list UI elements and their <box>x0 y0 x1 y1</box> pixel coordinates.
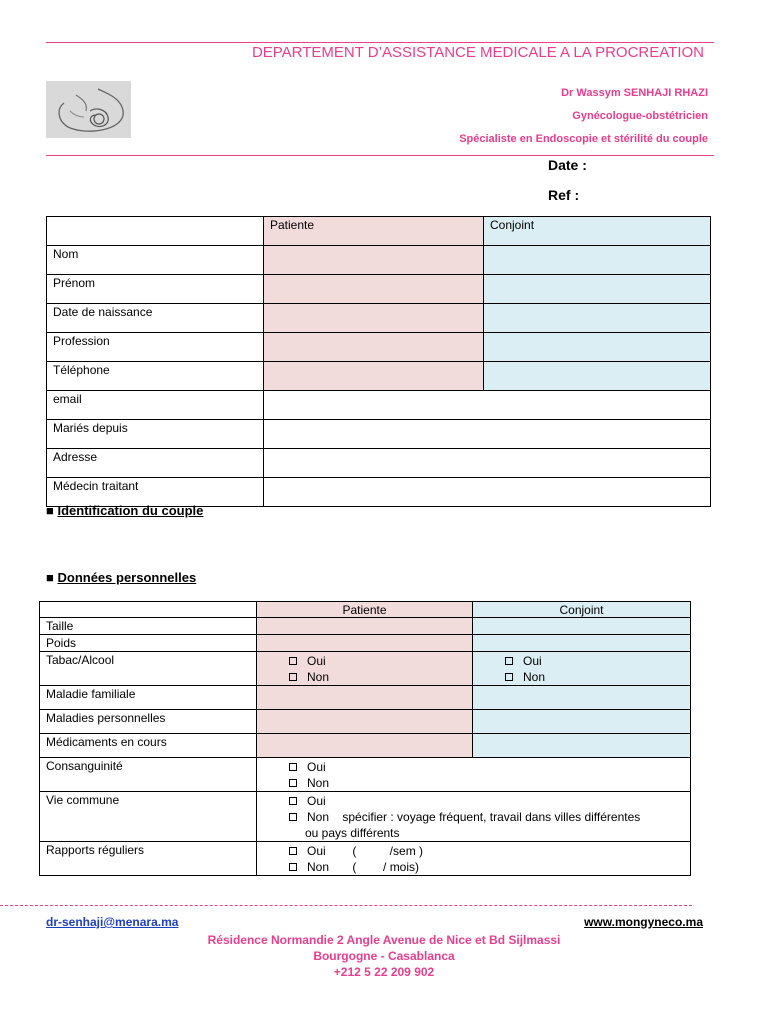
option-label: Oui ( /sem ) <box>307 844 424 858</box>
consanguinite-oui-option[interactable] <box>263 759 684 775</box>
conjoint-tabac-options <box>473 652 691 686</box>
table-row <box>47 391 711 420</box>
section-donnees <box>46 570 196 585</box>
table-row <box>40 602 691 618</box>
rapports-options <box>257 842 691 876</box>
email-field[interactable] <box>264 391 711 420</box>
square-bullet-icon: ■ <box>46 570 54 585</box>
date-label: Date : <box>548 157 587 173</box>
option-label: Non ( / mois) <box>307 860 420 874</box>
row-label-taille: Taille <box>40 618 257 635</box>
patient-maladie-familiale-field[interactable] <box>257 686 473 710</box>
patient-tabac-oui-option[interactable] <box>263 653 466 669</box>
table-row <box>47 449 711 478</box>
column-header-conjoint: Conjoint <box>473 602 691 618</box>
mother-child-logo-icon <box>46 81 131 138</box>
table-row <box>40 758 691 792</box>
identification-table <box>46 216 711 507</box>
option-label: Non <box>523 670 546 684</box>
patient-nom-field[interactable] <box>264 246 484 275</box>
conjoint-nom-field[interactable] <box>484 246 711 275</box>
header-top-rule <box>46 42 714 43</box>
checkbox-icon[interactable] <box>289 863 297 871</box>
section-identification-title: Identification du couple <box>57 503 204 518</box>
table-row <box>47 275 711 304</box>
table-row <box>40 652 691 686</box>
checkbox-icon[interactable] <box>505 673 513 681</box>
conjoint-prenom-field[interactable] <box>484 275 711 304</box>
patient-telephone-field[interactable] <box>264 362 484 391</box>
table-row <box>40 734 691 758</box>
section-identification <box>46 503 203 518</box>
row-label-vie-commune: Vie commune <box>40 792 257 842</box>
table-row <box>47 304 711 333</box>
table-row <box>47 420 711 449</box>
footer-address-line1: Résidence Normandie 2 Angle Avenue de Nice et Bd Sijlmassi <box>207 933 561 947</box>
option-label: Non <box>307 776 330 790</box>
option-label: Oui <box>523 654 542 668</box>
row-label-maladie-familiale: Maladie familiale <box>40 686 257 710</box>
conjoint-taille-field[interactable] <box>473 618 691 635</box>
option-label: Oui <box>307 794 326 808</box>
header-bottom-rule <box>46 155 714 156</box>
patient-tabac-non-option[interactable] <box>263 669 466 685</box>
row-label-maladies-personnelles: Maladies personnelles <box>40 710 257 734</box>
table-cell <box>40 602 257 618</box>
checkbox-icon[interactable] <box>289 673 297 681</box>
patient-medicaments-field[interactable] <box>257 734 473 758</box>
column-header-conjoint: Conjoint <box>484 217 711 246</box>
department-title: DEPARTEMENT D’ASSISTANCE MEDICALE A LA PROCREATION <box>251 44 704 61</box>
patient-maladies-personnelles-field[interactable] <box>257 710 473 734</box>
section-donnees-title: Données personnelles <box>57 570 197 585</box>
option-label: Non spécifier : voyage fréquent, travail dans villes différentes <box>307 810 641 824</box>
column-header-patient: Patiente <box>257 602 473 618</box>
conjoint-profession-field[interactable] <box>484 333 711 362</box>
row-label-adresse: Adresse <box>47 449 264 478</box>
footer-website-link[interactable]: www.mongyneco.ma <box>584 915 703 929</box>
row-label-medecin-traitant: Médecin traitant <box>47 478 264 507</box>
footer-divider <box>0 905 692 906</box>
adresse-field[interactable] <box>264 449 711 478</box>
table-row <box>40 710 691 734</box>
rapports-non-option[interactable] <box>263 859 684 875</box>
row-label-poids: Poids <box>40 635 257 652</box>
conjoint-telephone-field[interactable] <box>484 362 711 391</box>
conjoint-maladies-personnelles-field[interactable] <box>473 710 691 734</box>
row-label-tabac-alcool: Tabac/Alcool <box>40 652 257 686</box>
option-label: Non <box>307 670 330 684</box>
table-row <box>40 792 691 842</box>
conjoint-tabac-non-option[interactable] <box>479 669 684 685</box>
table-row <box>40 686 691 710</box>
row-label-telephone: Téléphone <box>47 362 264 391</box>
row-label-rapports-reguliers: Rapports réguliers <box>40 842 257 876</box>
checkbox-icon[interactable] <box>289 797 297 805</box>
row-label-prenom: Prénom <box>47 275 264 304</box>
patient-tabac-options <box>257 652 473 686</box>
patient-prenom-field[interactable] <box>264 275 484 304</box>
ref-label: Ref : <box>548 187 580 203</box>
doctor-name: Dr Wassym SENHAJI RHAZI <box>561 87 708 99</box>
footer-phone: +212 5 22 209 902 <box>333 965 435 979</box>
row-label-email: email <box>47 391 264 420</box>
row-label-maries-depuis: Mariés depuis <box>47 420 264 449</box>
square-bullet-icon: ■ <box>46 503 54 518</box>
checkbox-icon[interactable] <box>289 763 297 771</box>
row-label-consanguinite: Consanguinité <box>40 758 257 792</box>
table-row <box>47 246 711 275</box>
table-row <box>47 362 711 391</box>
patient-poids-field[interactable] <box>257 635 473 652</box>
checkbox-icon[interactable] <box>505 657 513 665</box>
conjoint-tabac-oui-option[interactable] <box>479 653 684 669</box>
medecin-traitant-field[interactable] <box>264 478 711 507</box>
footer-address-line2: Bourgogne - Casablanca <box>313 949 455 963</box>
checkbox-icon[interactable] <box>289 813 297 821</box>
row-label-profession: Profession <box>47 333 264 362</box>
vie-commune-options <box>257 792 691 842</box>
table-row <box>47 217 711 246</box>
table-row <box>47 333 711 362</box>
option-label: Oui <box>307 760 326 774</box>
patient-profession-field[interactable] <box>264 333 484 362</box>
table-cell <box>47 217 264 246</box>
patient-taille-field[interactable] <box>257 618 473 635</box>
doctor-specialty: Gynécologue-obstétricien <box>572 110 708 122</box>
row-label-medicaments: Médicaments en cours <box>40 734 257 758</box>
conjoint-date-naissance-field[interactable] <box>484 304 711 333</box>
table-row <box>40 842 691 876</box>
option-label: Oui <box>307 654 326 668</box>
vie-commune-oui-option[interactable] <box>263 793 684 809</box>
maries-depuis-field[interactable] <box>264 420 711 449</box>
clinic-logo <box>46 81 131 138</box>
consanguinite-non-option[interactable] <box>263 775 684 791</box>
donnees-table <box>39 601 691 876</box>
doctor-subspecialty: Spécialiste en Endoscopie et stérilité du couple <box>459 133 708 145</box>
checkbox-icon[interactable] <box>289 779 297 787</box>
footer-email-link[interactable]: dr-senhaji@menara.ma <box>46 915 179 929</box>
row-label-nom: Nom <box>47 246 264 275</box>
row-label-date-naissance: Date de naissance <box>47 304 264 333</box>
rapports-oui-option[interactable] <box>263 843 684 859</box>
checkbox-icon[interactable] <box>289 657 297 665</box>
consanguinite-options <box>257 758 691 792</box>
patient-date-naissance-field[interactable] <box>264 304 484 333</box>
table-row <box>40 635 691 652</box>
checkbox-icon[interactable] <box>289 847 297 855</box>
conjoint-medicaments-field[interactable] <box>473 734 691 758</box>
vie-commune-non-option[interactable] <box>263 809 684 825</box>
conjoint-maladie-familiale-field[interactable] <box>473 686 691 710</box>
vie-commune-continuation: ou pays différents <box>305 826 400 840</box>
column-header-patient: Patiente <box>264 217 484 246</box>
conjoint-poids-field[interactable] <box>473 635 691 652</box>
table-row <box>40 618 691 635</box>
